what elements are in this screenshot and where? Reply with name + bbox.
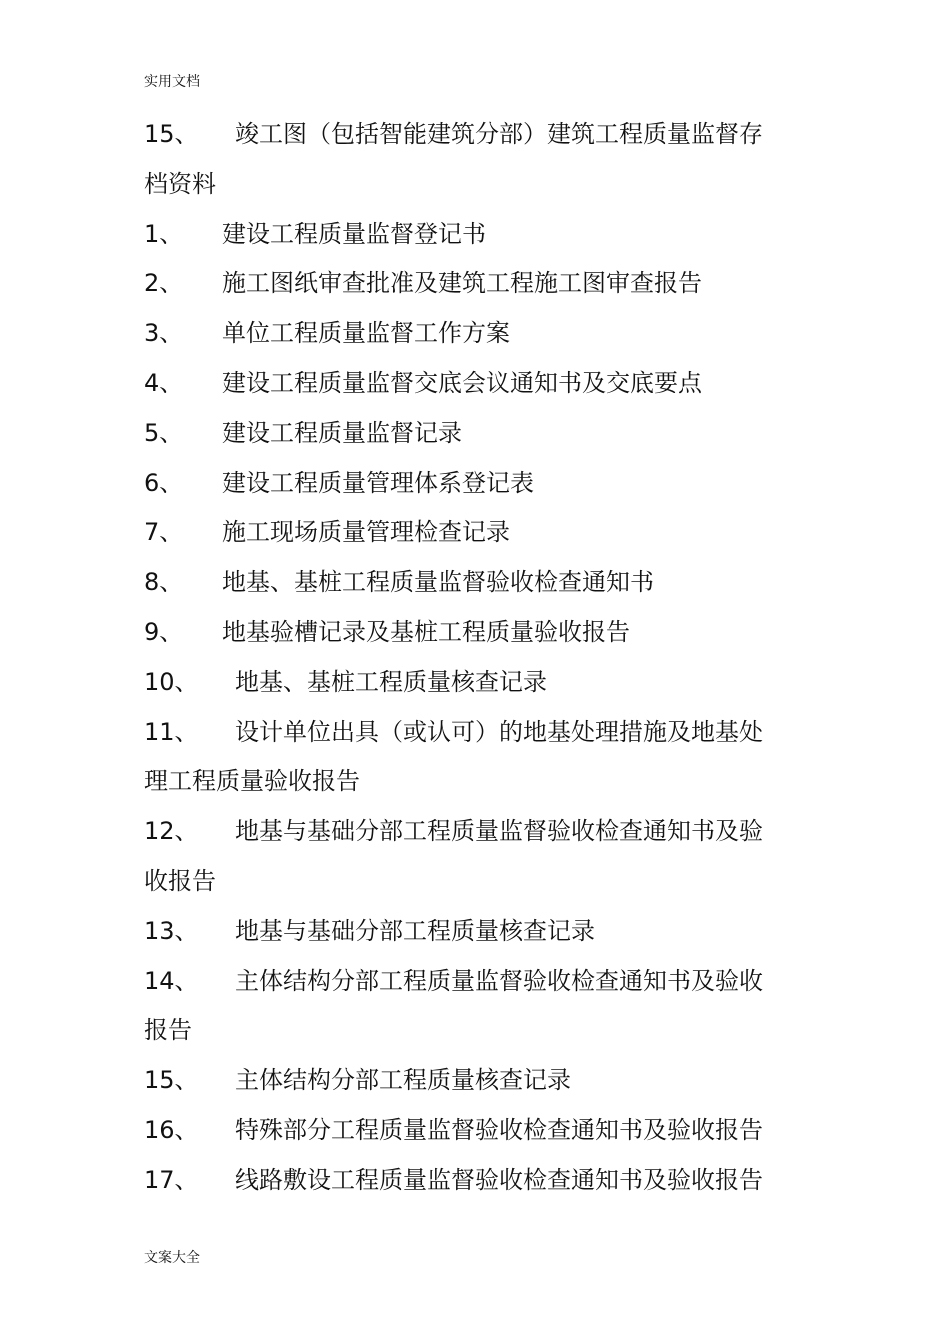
item-number: 14、 <box>144 966 199 995</box>
item-number: 13、 <box>144 916 199 945</box>
list-item <box>144 558 804 608</box>
list-item-continuation <box>144 757 804 807</box>
item-number: 11、 <box>144 717 199 746</box>
list-item <box>144 508 804 558</box>
item-text: 主体结构分部工程质量监督验收检查通知书及验收 <box>235 966 763 995</box>
item-number: 12、 <box>144 817 199 846</box>
item-number: 6、 <box>144 468 184 497</box>
item-text: 主体结构分部工程质量核查记录 <box>235 1066 571 1095</box>
page-footer: 文案大全 <box>144 1250 200 1266</box>
list-item <box>144 658 804 708</box>
item-number: 3、 <box>144 319 184 348</box>
item-text: 施工现场质量管理检查记录 <box>222 518 510 547</box>
item-text: 建设工程质量管理体系登记表 <box>222 468 534 497</box>
list-item <box>144 608 804 658</box>
item-number: 10、 <box>144 667 199 696</box>
document-body <box>144 110 804 1206</box>
item-number: 17、 <box>144 1165 199 1194</box>
item-text: 竣工图（包括智能建筑分部）建筑工程质量监督存 <box>235 120 763 148</box>
list-item <box>144 309 804 359</box>
item-text: 建设工程质量监督登记书 <box>222 219 486 248</box>
item-number: 8、 <box>144 568 184 597</box>
list-item <box>144 1106 804 1156</box>
item-number: 5、 <box>144 418 184 447</box>
list-item <box>144 110 804 160</box>
item-number: 15、 <box>144 120 199 148</box>
list-item <box>144 459 804 509</box>
item-text: 理工程质量验收报告 <box>144 767 360 796</box>
list-item-continuation <box>144 160 804 210</box>
item-number: 2、 <box>144 269 184 298</box>
item-text: 地基与基础分部工程质量监督验收检查通知书及验 <box>235 817 763 846</box>
item-text: 建设工程质量监督交底会议通知书及交底要点 <box>222 368 702 397</box>
list-item <box>144 210 804 260</box>
list-item <box>144 907 804 957</box>
item-text: 地基、基桩工程质量监督验收检查通知书 <box>222 568 654 597</box>
item-text: 收报告 <box>144 866 216 895</box>
item-number: 4、 <box>144 368 184 397</box>
item-text: 设计单位出具（或认可）的地基处理措施及地基处 <box>235 717 763 746</box>
item-text: 单位工程质量监督工作方案 <box>222 319 510 348</box>
item-text: 建设工程质量监督记录 <box>222 418 462 447</box>
list-item <box>144 708 804 758</box>
page-header: 实用文档 <box>144 74 200 90</box>
item-number: 16、 <box>144 1115 199 1144</box>
item-text: 特殊部分工程质量监督验收检查通知书及验收报告 <box>235 1115 763 1144</box>
item-text: 施工图纸审查批准及建筑工程施工图审查报告 <box>222 269 702 298</box>
item-text: 地基与基础分部工程质量核查记录 <box>235 916 595 945</box>
item-text: 地基验槽记录及基桩工程质量验收报告 <box>222 617 630 646</box>
list-item <box>144 1156 804 1206</box>
list-item <box>144 957 804 1007</box>
item-number: 9、 <box>144 617 184 646</box>
item-number: 1、 <box>144 219 184 248</box>
list-item <box>144 359 804 409</box>
item-number: 15、 <box>144 1066 199 1095</box>
item-text: 线路敷设工程质量监督验收检查通知书及验收报告 <box>235 1165 763 1194</box>
list-item-continuation <box>144 857 804 907</box>
list-item-continuation <box>144 1006 804 1056</box>
item-text: 报告 <box>144 1016 192 1045</box>
item-text: 地基、基桩工程质量核查记录 <box>235 667 547 696</box>
list-item <box>144 1056 804 1106</box>
list-item <box>144 409 804 459</box>
list-item <box>144 259 804 309</box>
list-item <box>144 807 804 857</box>
item-number: 7、 <box>144 518 184 547</box>
item-text: 档资料 <box>144 169 216 198</box>
